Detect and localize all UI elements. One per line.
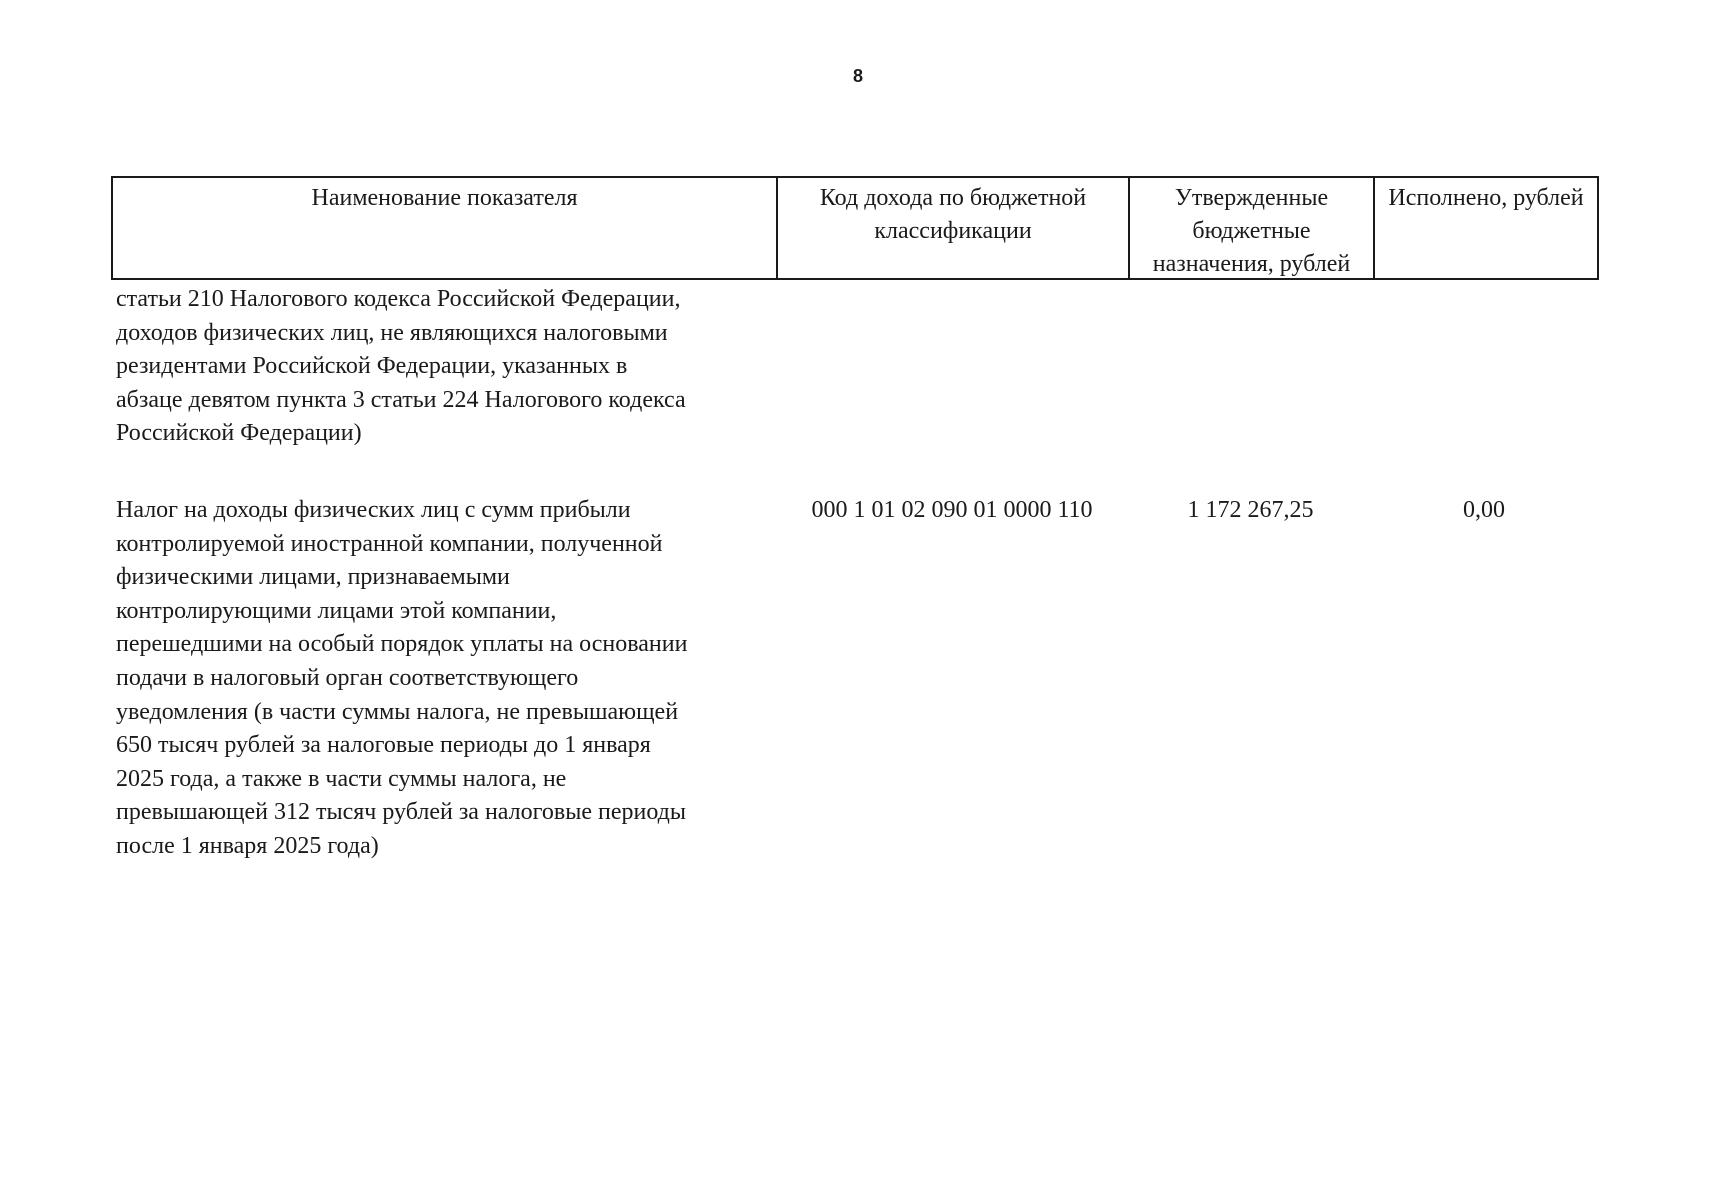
indicator-name-line: 650 тысяч рублей за налоговые периоды до 1 января xyxy=(116,732,651,759)
table-row xyxy=(111,283,1599,451)
indicator-name-line: физическими лицами, признаваемыми xyxy=(116,564,510,591)
indicator-name-cell xyxy=(111,283,776,451)
table-header xyxy=(111,176,1599,280)
income-code-cell: 000 1 01 02 090 01 0000 110 xyxy=(811,497,1093,523)
executed-amount-cell: 0,00 xyxy=(1463,497,1505,523)
page-number: 8 xyxy=(852,66,863,86)
income-code-cell xyxy=(776,283,1128,451)
indicator-name-line: 2025 года, а также в части суммы налога, не xyxy=(116,765,567,792)
header-executed: Исполнено, рублей xyxy=(1388,185,1584,211)
indicator-name-line: после 1 января 2025 года) xyxy=(116,832,379,859)
indicator-name-line: подачи в налоговый орган соответствующего xyxy=(116,664,579,691)
header-approved-budget: Утвержденные бюджетные назначения, рублей xyxy=(1130,178,1375,278)
header-indicator-name: Наименование показателя xyxy=(113,178,778,278)
indicator-name-line: перешедшими на особый порядок уплаты на основании xyxy=(116,631,688,658)
table-row xyxy=(111,494,1599,864)
indicator-name-line: статьи 210 Налогового кодекса Российской Федерации, xyxy=(116,286,681,312)
indicator-name-line: резидентами Российской Федерации, указанных в xyxy=(116,353,628,380)
indicator-name-line: контролирующими лицами этой компании, xyxy=(116,597,557,624)
header-income-code: Код дохода по бюджетной классификации xyxy=(778,178,1130,278)
indicator-name-line: доходов физических лиц, не являющихся налоговыми xyxy=(116,319,668,346)
indicator-name-line: Российской Федерации) xyxy=(116,420,362,447)
executed-amount-cell xyxy=(1373,283,1595,451)
approved-amount-cell: 1 172 267,25 xyxy=(1187,497,1314,523)
indicator-name-line: Налог на доходы физических лиц с сумм прибыли xyxy=(116,497,631,523)
approved-amount-cell xyxy=(1128,283,1373,451)
indicator-name-line: контролируемой иностранной компании, полученной xyxy=(116,530,663,557)
indicator-name-cell xyxy=(111,494,776,864)
indicator-name-line: абзаце девятом пункта 3 статьи 224 Налогового кодекса xyxy=(116,386,686,413)
indicator-name-line: превышающей 312 тысяч рублей за налоговые периоды xyxy=(116,799,686,826)
indicator-name-line: уведомления (в части суммы налога, не превышающей xyxy=(116,698,679,725)
